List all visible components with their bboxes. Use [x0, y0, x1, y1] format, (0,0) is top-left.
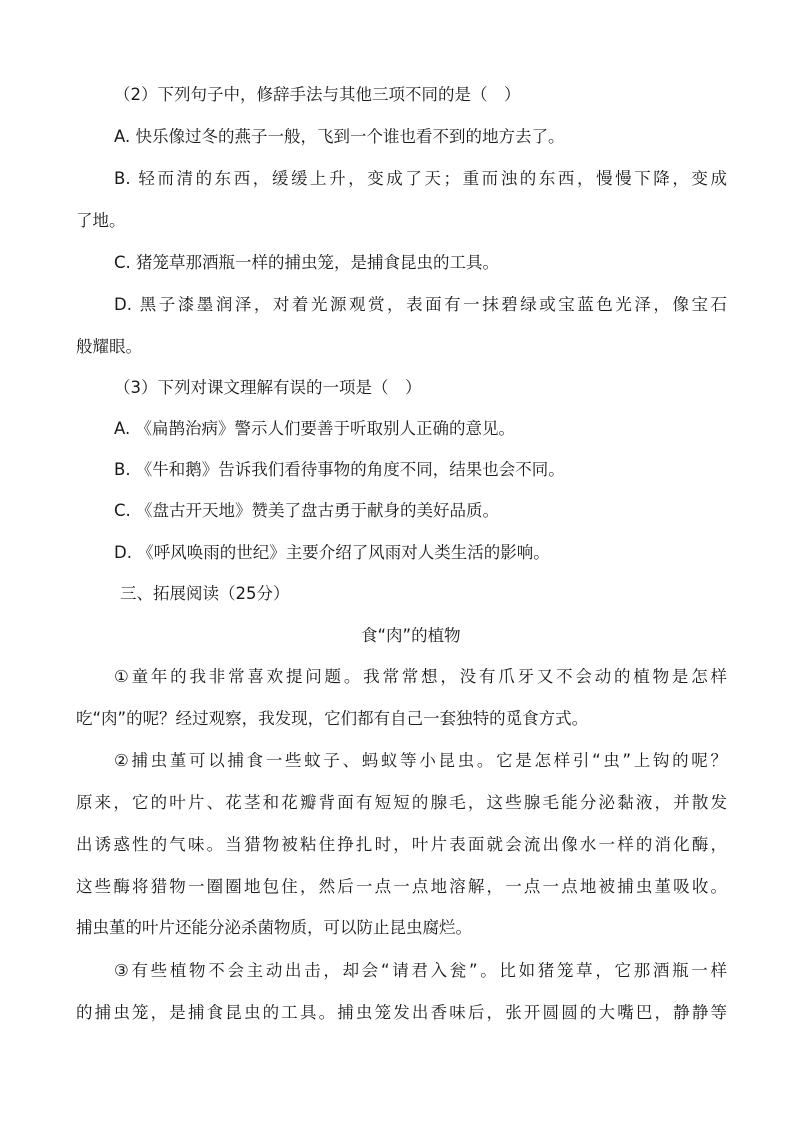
paragraph-2-line3: 出诱惑性的气味。当猎物被粘住挣扎时，叶片表面就会流出像水一样的消化酶， — [76, 835, 727, 854]
paragraph-3-line2: 的捕虫笼，是捕食昆虫的工具。捕虫笼发出香味后，张开圆圆的大嘴巴，静静等 — [76, 1003, 727, 1022]
paragraph-2-line5: 捕虫堇的叶片还能分泌杀菌物质，可以防止昆虫腐烂。 — [76, 918, 472, 937]
paragraph-2-line1: ②捕虫堇可以捕食一些蚊子、蚂蚁等小昆虫。它是怎样引“虫”上钩的呢？ — [114, 751, 727, 770]
q2-option-c: C. 猪笼草那酒瓶一样的捕虫笼，是捕食昆虫的工具。 — [114, 253, 500, 272]
paragraph-2-line4: 这些酶将猎物一圈圈地包住，然后一点一点地溶解，一点一点地被捕虫堇吸收。 — [76, 877, 727, 896]
q2-option-b-line2: 了地。 — [76, 211, 126, 230]
section-heading: 三、拓展阅读（25分） — [120, 584, 290, 603]
paragraph-2-line2: 原来，它的叶片、花茎和花瓣背面有短短的腺毛，这些腺毛能分泌黏液，并散发 — [76, 793, 727, 812]
q2-option-b-line1: B. 轻而清的东西，缓缓上升，变成了天；重而浊的东西，慢慢下降，变成 — [114, 169, 727, 188]
article-title: 食“肉”的植物 — [361, 626, 461, 645]
q3-option-d: D. 《呼风唤雨的世纪》主要介绍了风雨对人类生活的影响。 — [114, 543, 550, 562]
paragraph-3-line1: ③有些植物不会主动出击，却会“请君入瓮”。比如猪笼草，它那酒瓶一样 — [114, 961, 727, 980]
q3-stem: （3）下列对课文理解有误的一项是（ ） — [114, 378, 422, 397]
paragraph-1-line1: ①童年的我非常喜欢提问题。我常常想，没有爪牙又不会动的植物是怎样 — [114, 667, 727, 686]
q2-stem: （2）下列句子中，修辞手法与其他三项不同的是（ ） — [114, 85, 521, 104]
q2-option-d-line2: 般耀眼。 — [76, 337, 142, 356]
q3-option-b: B. 《牛和鹅》告诉我们看待事物的角度不同，结果也会不同。 — [114, 460, 565, 479]
q3-option-a: A. 《扁鹊治病》警示人们要善于听取别人正确的意见。 — [114, 419, 515, 438]
q2-option-a: A. 快乐像过冬的燕子一般，飞到一个谁也看不到的地方去了。 — [114, 127, 565, 146]
paragraph-1-line2: 吃“肉”的呢？经过观察，我发现，它们都有自己一套独特的觅食方式。 — [76, 709, 589, 728]
q2-option-d-line1: D. 黑子漆墨润泽，对着光源观赏，表面有一抹碧绿或宝蓝色光泽，像宝石 — [114, 295, 727, 314]
q3-option-c: C. 《盘古开天地》赞美了盘古勇于献身的美好品质。 — [114, 501, 500, 520]
